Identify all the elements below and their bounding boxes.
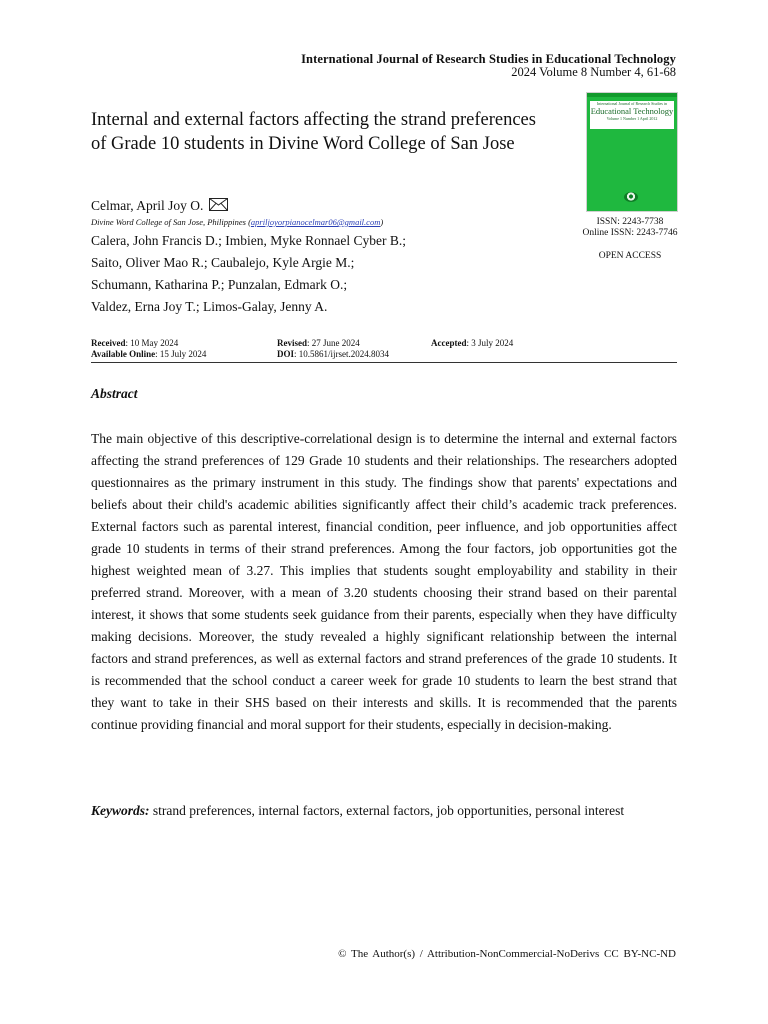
revised-label: Revised <box>277 338 307 348</box>
coauthor-line: Calera, John Francis D.; Imbien, Myke Ronnael Cyber B.; <box>91 233 406 248</box>
cover-band-small-top: International Journal of Research Studies in <box>596 101 668 106</box>
journal-name: International Journal of Research Studies in Educational Technology <box>301 52 676 66</box>
doi-value[interactable]: : 10.5861/ijrset.2024.8034 <box>294 349 390 359</box>
received-label: Received <box>91 338 126 348</box>
online-label: Available Online <box>91 349 156 359</box>
received-value: : 10 May 2024 <box>125 338 179 348</box>
first-author-name: Celmar, April Joy O. <box>91 198 204 213</box>
online-date <box>91 349 206 359</box>
open-access-label: OPEN ACCESS <box>598 251 662 261</box>
affiliation: Divine Word College of San Jose, Philippines (apriljoyorpianocelmar06@gmail.com) <box>91 217 384 227</box>
doi <box>277 349 389 359</box>
affiliation-text: Divine Word College of San Jose, Philippines <box>91 217 246 227</box>
online-value: : 15 July 2024 <box>155 349 207 359</box>
article-title: Internal and external factors affecting the strand preferences of Grade 10 students in Divine Word College of San Jose <box>91 110 536 154</box>
first-author <box>91 198 228 214</box>
coauthor-line: Valdez, Erna Joy T.; Limos-Galay, Jenny A. <box>91 299 328 314</box>
abstract-body: The main objective of this descriptive-correlational design is to determine the internal and external factors affecting the strand preferences of 129 Grade 10 students and their relationships. The researchers adopted questionnaires as the primary instrument in this study. The findings show that parents' expectations and beliefs about their child's academic abilities significantly affect their child’s academic track preferences. External factors such as parental interest, financial condition, peer influence, and job opportunities affect grade 10 students in terms of their strand preferences. Among the four factors, job opportunities got the highest weighted mean of 3.27. This implies that students sought employability and stability in their preferred strand. Moreover, with a mean of 3.20 students choosing their strand based on their parental interest, it shows that some students seek guidance from their parents, especially when they have difficulty making decisions. Moreover, the study revealed a highly significant relationship between the internal factors and strand preferences, as well as external factors and strand preferences of the grade 10 students. It is recommended that the school conduct a career week for grade 10 students to learn the best strand that they want to take in their SHS based on their interests and skills. It is recommended that the parents continue providing financial and moral support for their students, especially in decision-making. <box>91 431 677 732</box>
coauthor-line: Saito, Oliver Mao R.; Caubalejo, Kyle Argie M.; <box>91 255 355 270</box>
received-date <box>91 338 178 348</box>
license-footer: © The Author(s) / Attribution-NonCommercial-NoDerivs CC BY-NC-ND <box>338 948 676 960</box>
cover-title-band <box>590 101 674 129</box>
cover-band-title: Educational Technology <box>590 106 674 116</box>
cover-emblem-icon <box>624 192 638 202</box>
doi-label: DOI <box>277 349 295 359</box>
issn-online: Online ISSN: 2243-7746 <box>582 228 678 238</box>
journal-cover-image <box>587 93 677 211</box>
issn-print: ISSN: 2243-7738 <box>596 217 664 227</box>
keywords-label: Keywords: <box>91 803 150 818</box>
abstract-heading: Abstract <box>91 386 138 401</box>
journal-issue: 2024 Volume 8 Number 4, 61-68 <box>511 65 676 79</box>
coauthor-line: Schumann, Katharina P.; Punzalan, Edmark O.; <box>91 277 348 292</box>
envelope-icon[interactable] <box>209 198 228 211</box>
accepted-date <box>431 338 513 348</box>
revised-value: : 27 June 2024 <box>307 338 360 348</box>
email-link[interactable]: apriljoyorpianocelmar06@gmail.com <box>250 217 381 227</box>
revised-date <box>277 338 360 348</box>
issn-block <box>560 217 700 239</box>
keywords-text: strand preferences, internal factors, external factors, job opportunities, personal interest <box>152 803 625 818</box>
header-divider <box>91 362 677 363</box>
cover-band-small-bottom: Volume 1 Number 1 April 2012 <box>606 116 658 121</box>
accepted-label: Accepted <box>431 338 467 348</box>
accepted-value: : 3 July 2024 <box>466 338 514 348</box>
keywords <box>91 800 677 822</box>
cover-top-strip <box>587 93 677 97</box>
